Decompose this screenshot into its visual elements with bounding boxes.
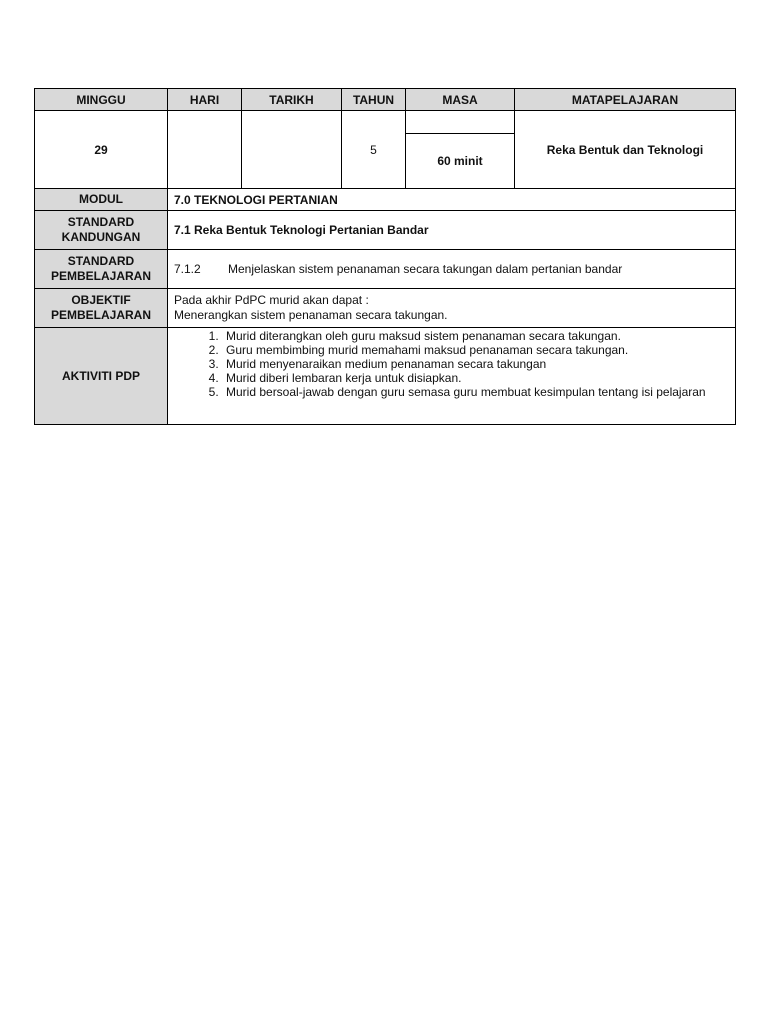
modul-value: 7.0 TEKNOLOGI PERTANIAN — [168, 189, 736, 211]
standard-pembelajaran-code: 7.1.2 — [174, 262, 201, 276]
objektif-line1: Pada akhir PdPC murid akan dapat : — [174, 293, 369, 307]
objektif-label-line2: PEMBELAJARAN — [50, 308, 151, 322]
masa-value: 60 minit — [406, 134, 515, 189]
aktiviti-item-3: 3. Murid menyenaraikan medium penanaman secara takungan — [222, 357, 735, 371]
hari-value — [168, 111, 242, 189]
header-tahun: TAHUN — [342, 89, 406, 111]
standard-kandungan-label — [35, 211, 168, 250]
modul-row — [35, 189, 736, 211]
standard-pembelajaran-label-line2: PEMBELAJARAN — [50, 269, 151, 283]
standard-kandungan-value: 7.1 Reka Bentuk Teknologi Pertanian Bandar — [168, 211, 736, 250]
standard-kandungan-row — [35, 211, 736, 250]
header-tarikh: TARIKH — [242, 89, 342, 111]
details-row — [35, 111, 736, 134]
aktiviti-label: AKTIVITI PDP — [35, 328, 168, 425]
standard-kandungan-label-line2: KANDUNGAN — [61, 230, 141, 244]
objektif-line2: Menerangkan sistem penanaman secara takungan. — [174, 308, 448, 322]
standard-pembelajaran-cell — [168, 250, 736, 289]
standard-pembelajaran-row — [35, 250, 736, 289]
aktiviti-item-1: 1. Murid diterangkan oleh guru maksud sistem penanaman secara takungan. — [222, 329, 735, 343]
tahun-value: 5 — [342, 111, 406, 189]
aktiviti-row — [35, 328, 736, 425]
lesson-plan-table — [34, 88, 736, 425]
header-matapelajaran: MATAPELAJARAN — [515, 89, 736, 111]
modul-label: MODUL — [35, 189, 168, 211]
standard-pembelajaran-label-line1: STANDARD — [67, 254, 135, 268]
matapelajaran-value: Reka Bentuk dan Teknologi — [515, 111, 736, 189]
aktiviti-cell — [168, 328, 736, 425]
aktiviti-item-4: 4. Murid diberi lembaran kerja untuk disiapkan. — [222, 371, 735, 385]
aktiviti-list — [168, 329, 735, 399]
standard-pembelajaran-label — [35, 250, 168, 289]
lesson-plan-sheet — [34, 88, 735, 425]
header-row — [35, 89, 736, 111]
objektif-label-line1: OBJEKTIF — [71, 293, 131, 307]
tarikh-value — [242, 111, 342, 189]
header-minggu: MINGGU — [35, 89, 168, 111]
objektif-cell — [168, 289, 736, 328]
aktiviti-item-2: 2. Guru membimbing murid memahami maksud penanaman secara takungan. — [222, 343, 735, 357]
header-masa: MASA — [406, 89, 515, 111]
header-hari: HARI — [168, 89, 242, 111]
objektif-label — [35, 289, 168, 328]
aktiviti-item-5: 5. Murid bersoal-jawab dengan guru semasa guru membuat kesimpulan tentang isi pelajaran — [222, 385, 735, 399]
minggu-value: 29 — [35, 111, 168, 189]
objektif-row — [35, 289, 736, 328]
masa-top-value — [406, 111, 515, 134]
standard-kandungan-label-line1: STANDARD — [67, 215, 135, 229]
standard-pembelajaran-value: Menjelaskan sistem penanaman secara takungan dalam pertanian bandar — [228, 262, 623, 276]
